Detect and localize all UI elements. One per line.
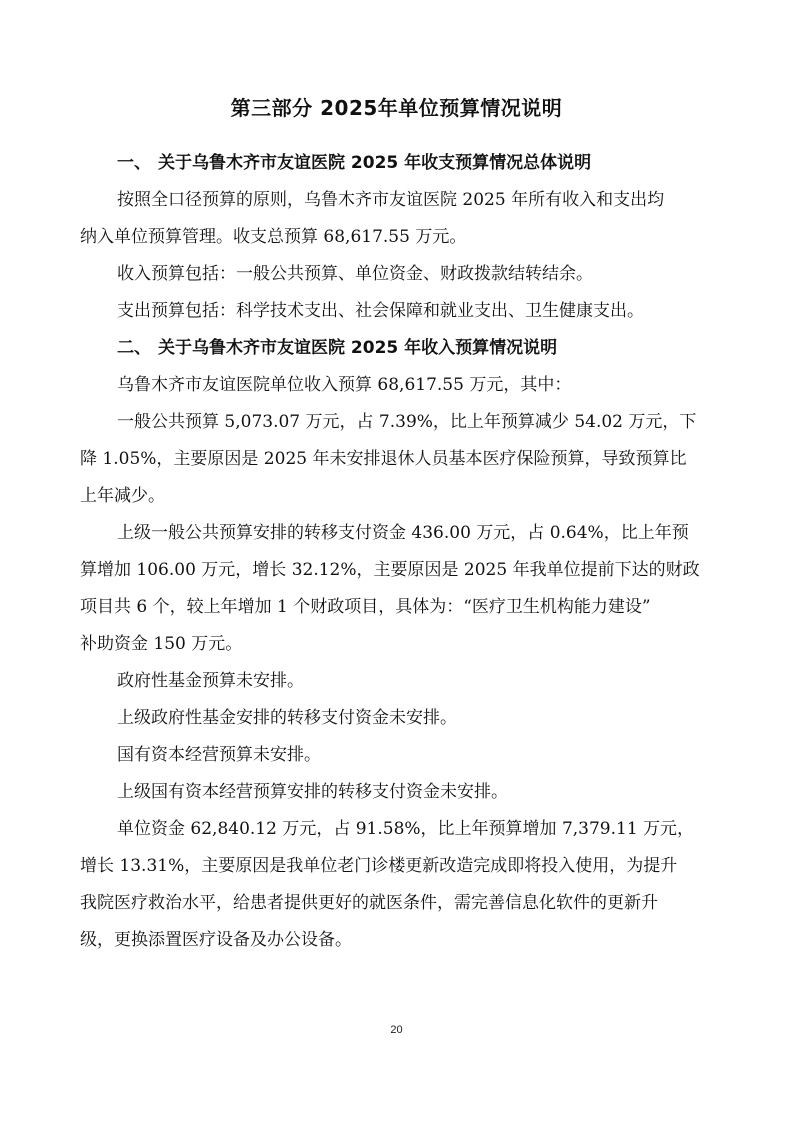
section-heading-text: 关于乌鲁木齐市友谊医院 2025 年收支预算情况总体说明 [158, 153, 592, 173]
paragraph-line: 收入预算包括：一般公共预算、单位资金、财政拨款结转结余。 [117, 264, 593, 284]
section-number: 一、 [117, 153, 151, 173]
section-heading [80, 330, 680, 367]
paragraph [80, 737, 680, 774]
paragraph [80, 367, 680, 404]
paragraph-line: 国有资本经营预算未安排。 [117, 745, 321, 765]
paragraph-line: 上级国有资本经营预算安排的转移支付资金未安排。 [117, 782, 508, 802]
paragraph-line: 我院医疗救治水平，给患者提供更好的就医条件，需完善信息化软件的更新升 [80, 893, 658, 913]
paragraph-line: 乌鲁木齐市友谊医院单位收入预算 68,617.55 万元，其中： [117, 375, 572, 395]
paragraph-line: 一般公共预算 5,073.07 万元，占 7.39%，比上年预算减少 54.02 万元，下 [117, 412, 697, 432]
paragraph [80, 663, 680, 700]
paragraph-line: 级，更换添置医疗设备及办公设备。 [80, 930, 352, 950]
paragraph [80, 774, 680, 811]
paragraph-line: 政府性基金预算未安排。 [117, 671, 304, 691]
paragraph [80, 404, 697, 515]
paragraph-line: 算增加 106.00 万元，增长 32.12%，主要原因是 2025 年我单位提前下达的财政 [80, 560, 700, 580]
paragraph-line: 降 1.05%，主要原因是 2025 年未安排退休人员基本医疗保险预算，导致预算比 [80, 449, 687, 469]
section-heading-text: 关于乌鲁木齐市友谊医院 2025 年收入预算情况说明 [158, 338, 558, 358]
paragraph-line: 项目共 6 个，较上年增加 1 个财政项目，具体为：“医疗卫生机构能力建设” [80, 597, 651, 617]
page-number: 20 [390, 1024, 403, 1036]
paragraph-line: 补助资金 150 万元。 [80, 634, 243, 654]
paragraph-line: 上级一般公共预算安排的转移支付资金 436.00 万元，占 0.64%，比上年预 [117, 523, 689, 543]
paragraph [80, 811, 695, 959]
page-title: 第三部分 2025年单位预算情况说明 [230, 96, 563, 120]
paragraph [80, 700, 680, 737]
section-heading [80, 145, 680, 182]
paragraph-line: 上年减少。 [80, 486, 165, 506]
paragraph [80, 293, 680, 330]
section-number: 二、 [117, 338, 151, 358]
paragraph-line: 按照全口径预算的原则，乌鲁木齐市友谊医院 2025 年所有收入和支出均 [117, 190, 665, 210]
paragraph [80, 515, 700, 663]
paragraph-line: 单位资金 62,840.12 万元，占 91.58%，比上年预算增加 7,379.11 万元， [117, 819, 695, 839]
paragraph-line: 上级政府性基金安排的转移支付资金未安排。 [117, 708, 457, 728]
paragraph [80, 182, 680, 256]
paragraph-line: 支出预算包括：科学技术支出、社会保障和就业支出、卫生健康支出。 [117, 301, 644, 321]
paragraph [80, 256, 680, 293]
paragraph-line: 纳入单位预算管理。收支总预算 68,617.55 万元。 [80, 227, 467, 247]
document-body [80, 145, 700, 959]
paragraph-line: 增长 13.31%，主要原因是我单位老门诊楼更新改造完成即将投入使用，为提升 [80, 856, 678, 876]
